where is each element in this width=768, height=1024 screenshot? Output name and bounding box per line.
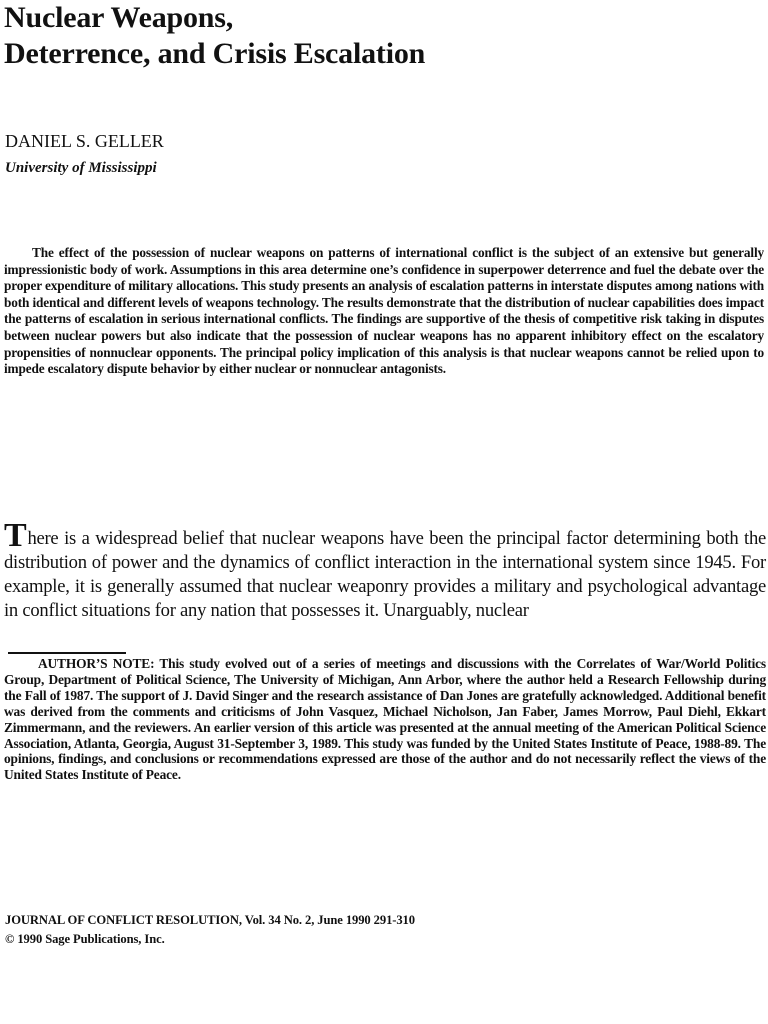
body-paragraph-text: here is a widespread belief that nuclear weapons have been the principal factor determining both the distribution of power and the dynamics of conflict interaction in the international system since 1945. For example, it is generally assumed that nuclear weaponry provides a military and psychological advantage in conflict situations for any nation that possesses it. Unarguably, nuclear <box>4 528 766 621</box>
journal-citation: JOURNAL OF CONFLICT RESOLUTION, Vol. 34 No. 2, June 1990 291-310 <box>5 913 415 927</box>
body-paragraph <box>4 517 766 623</box>
copyright-notice: © 1990 Sage Publications, Inc. <box>5 932 165 946</box>
article-title-line-2: Deterrence, and Crisis Escalation <box>4 37 426 70</box>
drop-cap: T <box>4 517 27 554</box>
author-note-footnote: AUTHOR’S NOTE: This study evolved out of a series of meetings and discussions with the Correlates of War/World Politics Group, Department of Political Science, The University of Michigan, Ann Arbor, where the author held a Research Fellowship during the Fall of 1987. The support of J. David Singer and the research assistance of Dan Jones are gratefully acknowledged. Additional benefit was derived from the comments and criticisms of John Vasquez, Michael Nicholson, Jan Faber, James Morrow, Paul Diehl, Ekkart Zimmermann, and the reviewers. An earlier version of this article was presented at the annual meeting of the American Political Science Association, Atlanta, Georgia, August 31-September 3, 1989. This study was funded by the United States Institute of Peace, 1988-89. The opinions, findings, and conclusions or recommendations expressed are those of the author and do not necessarily reflect the views of the United States Institute of Peace. <box>4 656 766 783</box>
abstract-paragraph: The effect of the possession of nuclear weapons on patterns of international conflict is the subject of an extensive but generally impressionistic body of work. Assumptions in this area determine one’s confidence in superpower deterrence and fuel the debate over the proper expenditure of military allocations. This study presents an analysis of escalation patterns in interstate disputes among nations with both identical and different levels of weapons technology. The results demonstrate that the distribution of nuclear capabilities does impact the patterns of escalation in serious international conflicts. The findings are supportive of the thesis of competitive risk taking in disputes between nuclear powers but also indicate that the possession of nuclear weapons has no apparent inhibitory effect on the escalatory propensities of nonnuclear opponents. The principal policy implication of this analysis is that nuclear weapons cannot be relied upon to impede escalatory dispute behavior by either nuclear or nonnuclear antagonists. <box>4 245 764 377</box>
article-title <box>4 0 724 72</box>
footnote-divider <box>8 652 126 654</box>
author-affiliation: University of Mississippi <box>5 160 157 176</box>
author-name: DANIEL S. GELLER <box>5 131 164 151</box>
article-title-line-1: Nuclear Weapons, <box>4 1 234 34</box>
